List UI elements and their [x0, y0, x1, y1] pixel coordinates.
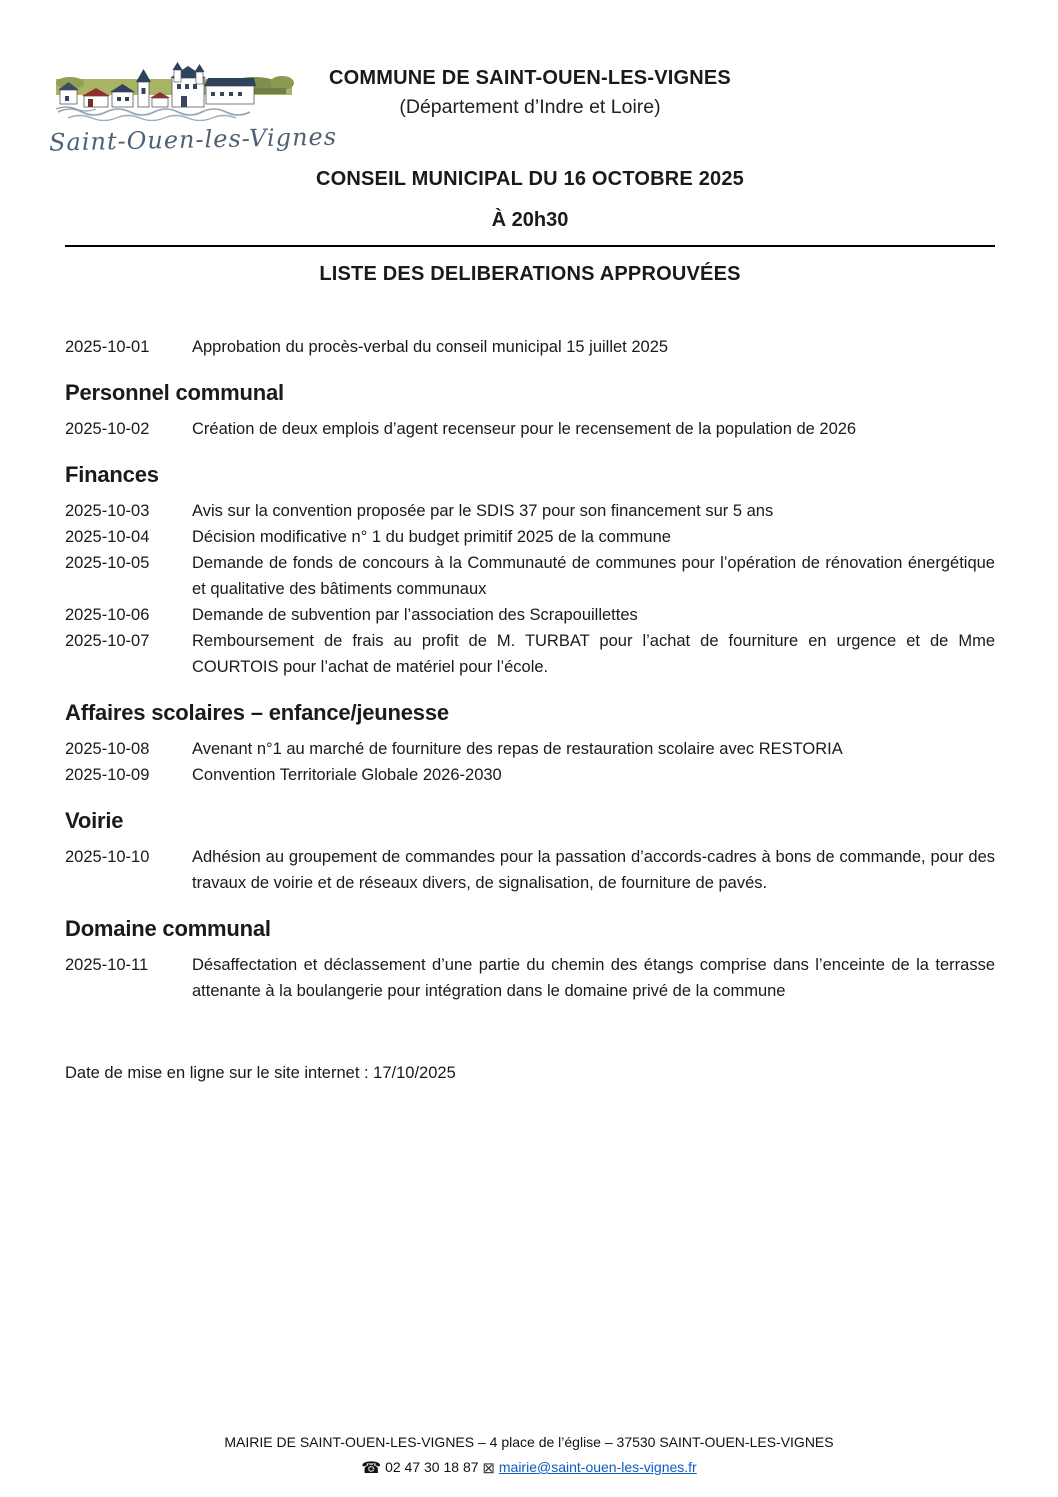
deliberation-number: 2025-10-03: [65, 502, 150, 520]
deliberation-text: Avis sur la convention proposée par le SDIS 37 pour son financement sur 5 ans: [192, 502, 774, 520]
deliberation-number: 2025-10-11: [65, 956, 149, 974]
deliberation-text: Convention Territoriale Globale 2026-2030: [192, 766, 502, 784]
deliberation-number: 2025-10-08: [65, 740, 150, 758]
deliberation-section: [65, 698, 995, 788]
session-time: À 20h30: [491, 209, 569, 231]
deliberation-section: [65, 334, 995, 360]
deliberation-text: Avenant n°1 au marché de fourniture des repas de restauration scolaire avec RESTORIA: [192, 740, 843, 758]
deliberation-number: 2025-10-02: [65, 420, 150, 438]
section-heading: Voirie: [65, 808, 124, 833]
section-items: [65, 498, 995, 680]
mairie-contact-line: [0, 1455, 1058, 1481]
deliberation-row: [65, 844, 995, 896]
deliberation-text: Décision modificative n° 1 du budget primitif 2025 de la commune: [192, 528, 671, 546]
deliberation-number: 2025-10-07: [65, 632, 150, 650]
deliberation-row: [65, 952, 995, 1004]
departement-subtitle: (Département d’Indre et Loire): [399, 96, 661, 118]
deliberation-text: Demande de fonds de concours à la Communauté de communes pour l’opération de rénovation énergétique et qualitative des bâtiments communaux: [192, 554, 995, 598]
commune-logo: [48, 52, 338, 157]
deliberation-row: [65, 628, 995, 680]
section-heading: Personnel communal: [65, 380, 284, 405]
deliberation-number: 2025-10-05: [65, 554, 150, 572]
envelope-icon: ⊠: [482, 1460, 495, 1477]
deliberations-list-title: LISTE DES DELIBERATIONS APPROUVÉES: [319, 263, 741, 285]
deliberation-section: [65, 806, 995, 896]
email-link[interactable]: mairie@saint-ouen-les-vignes.fr: [498, 1459, 697, 1475]
header-divider: [65, 245, 995, 247]
section-heading: Finances: [65, 462, 159, 487]
section-items: [65, 952, 995, 1004]
section-items: [65, 416, 995, 442]
deliberation-text: Remboursement de frais au profit de M. TURBAT pour l’achat de fourniture en urgence et de Mme COURTOIS pour l’achat de matériel pour l’école.: [192, 632, 995, 676]
village-illustration-icon: [54, 52, 294, 126]
section-items: [65, 736, 995, 788]
commune-title: COMMUNE DE SAINT-OUEN-LES-VIGNES: [329, 67, 731, 89]
deliberation-text: Désaffectation et déclassement d’une partie du chemin des étangs comprise dans l’enceinte de la terrasse attenante à la boulangerie pour intégration dans le domaine privé de la commune: [192, 956, 995, 1000]
section-heading: Affaires scolaires – enfance/jeunesse: [65, 700, 449, 725]
deliberation-section: [65, 460, 995, 680]
phone-number: 02 47 30 18 87: [385, 1459, 479, 1475]
section-heading: Domaine communal: [65, 916, 271, 941]
council-session-title: CONSEIL MUNICIPAL DU 16 OCTOBRE 2025: [315, 168, 745, 190]
logo-caption: Saint-Ouen-les-Vignes: [48, 122, 338, 157]
deliberation-row: [65, 498, 995, 524]
document-header: [48, 0, 995, 288]
deliberation-section: [65, 378, 995, 442]
deliberation-row: [65, 602, 995, 628]
deliberation-text: Création de deux emplois d’agent recenseur pour le recensement de la population de 2026: [192, 420, 857, 438]
telephone-icon: ☎: [361, 1460, 382, 1477]
deliberation-number: 2025-10-09: [65, 766, 150, 784]
deliberation-section: [65, 914, 995, 1004]
section-items: [65, 334, 995, 360]
deliberations-list: [65, 334, 995, 1004]
deliberation-row: [65, 524, 995, 550]
deliberation-text: Demande de subvention par l’association des Scrapouillettes: [192, 606, 638, 624]
deliberation-row: [65, 550, 995, 602]
section-items: [65, 844, 995, 896]
deliberation-row: [65, 334, 995, 360]
deliberation-number: 2025-10-10: [65, 848, 150, 866]
publication-date: Date de mise en ligne sur le site internet : 17/10/2025: [65, 1064, 456, 1082]
deliberation-number: 2025-10-06: [65, 606, 150, 624]
deliberation-number: 2025-10-01: [65, 338, 150, 356]
document-footer: [0, 1430, 1058, 1481]
deliberation-row: [65, 762, 995, 788]
deliberation-row: [65, 736, 995, 762]
deliberation-row: [65, 416, 995, 442]
deliberation-text: Adhésion au groupement de commandes pour la passation d’accords-cadres à bons de commande, pour des travaux de voirie et de réseaux divers, de signalisation, de fourniture de pavés.: [192, 848, 995, 892]
deliberation-number: 2025-10-04: [65, 528, 150, 546]
deliberation-text: Approbation du procès-verbal du conseil municipal 15 juillet 2025: [192, 338, 669, 356]
mairie-address: MAIRIE DE SAINT-OUEN-LES-VIGNES – 4 place de l’église – 37530 SAINT-OUEN-LES-VIGNES: [224, 1434, 834, 1450]
